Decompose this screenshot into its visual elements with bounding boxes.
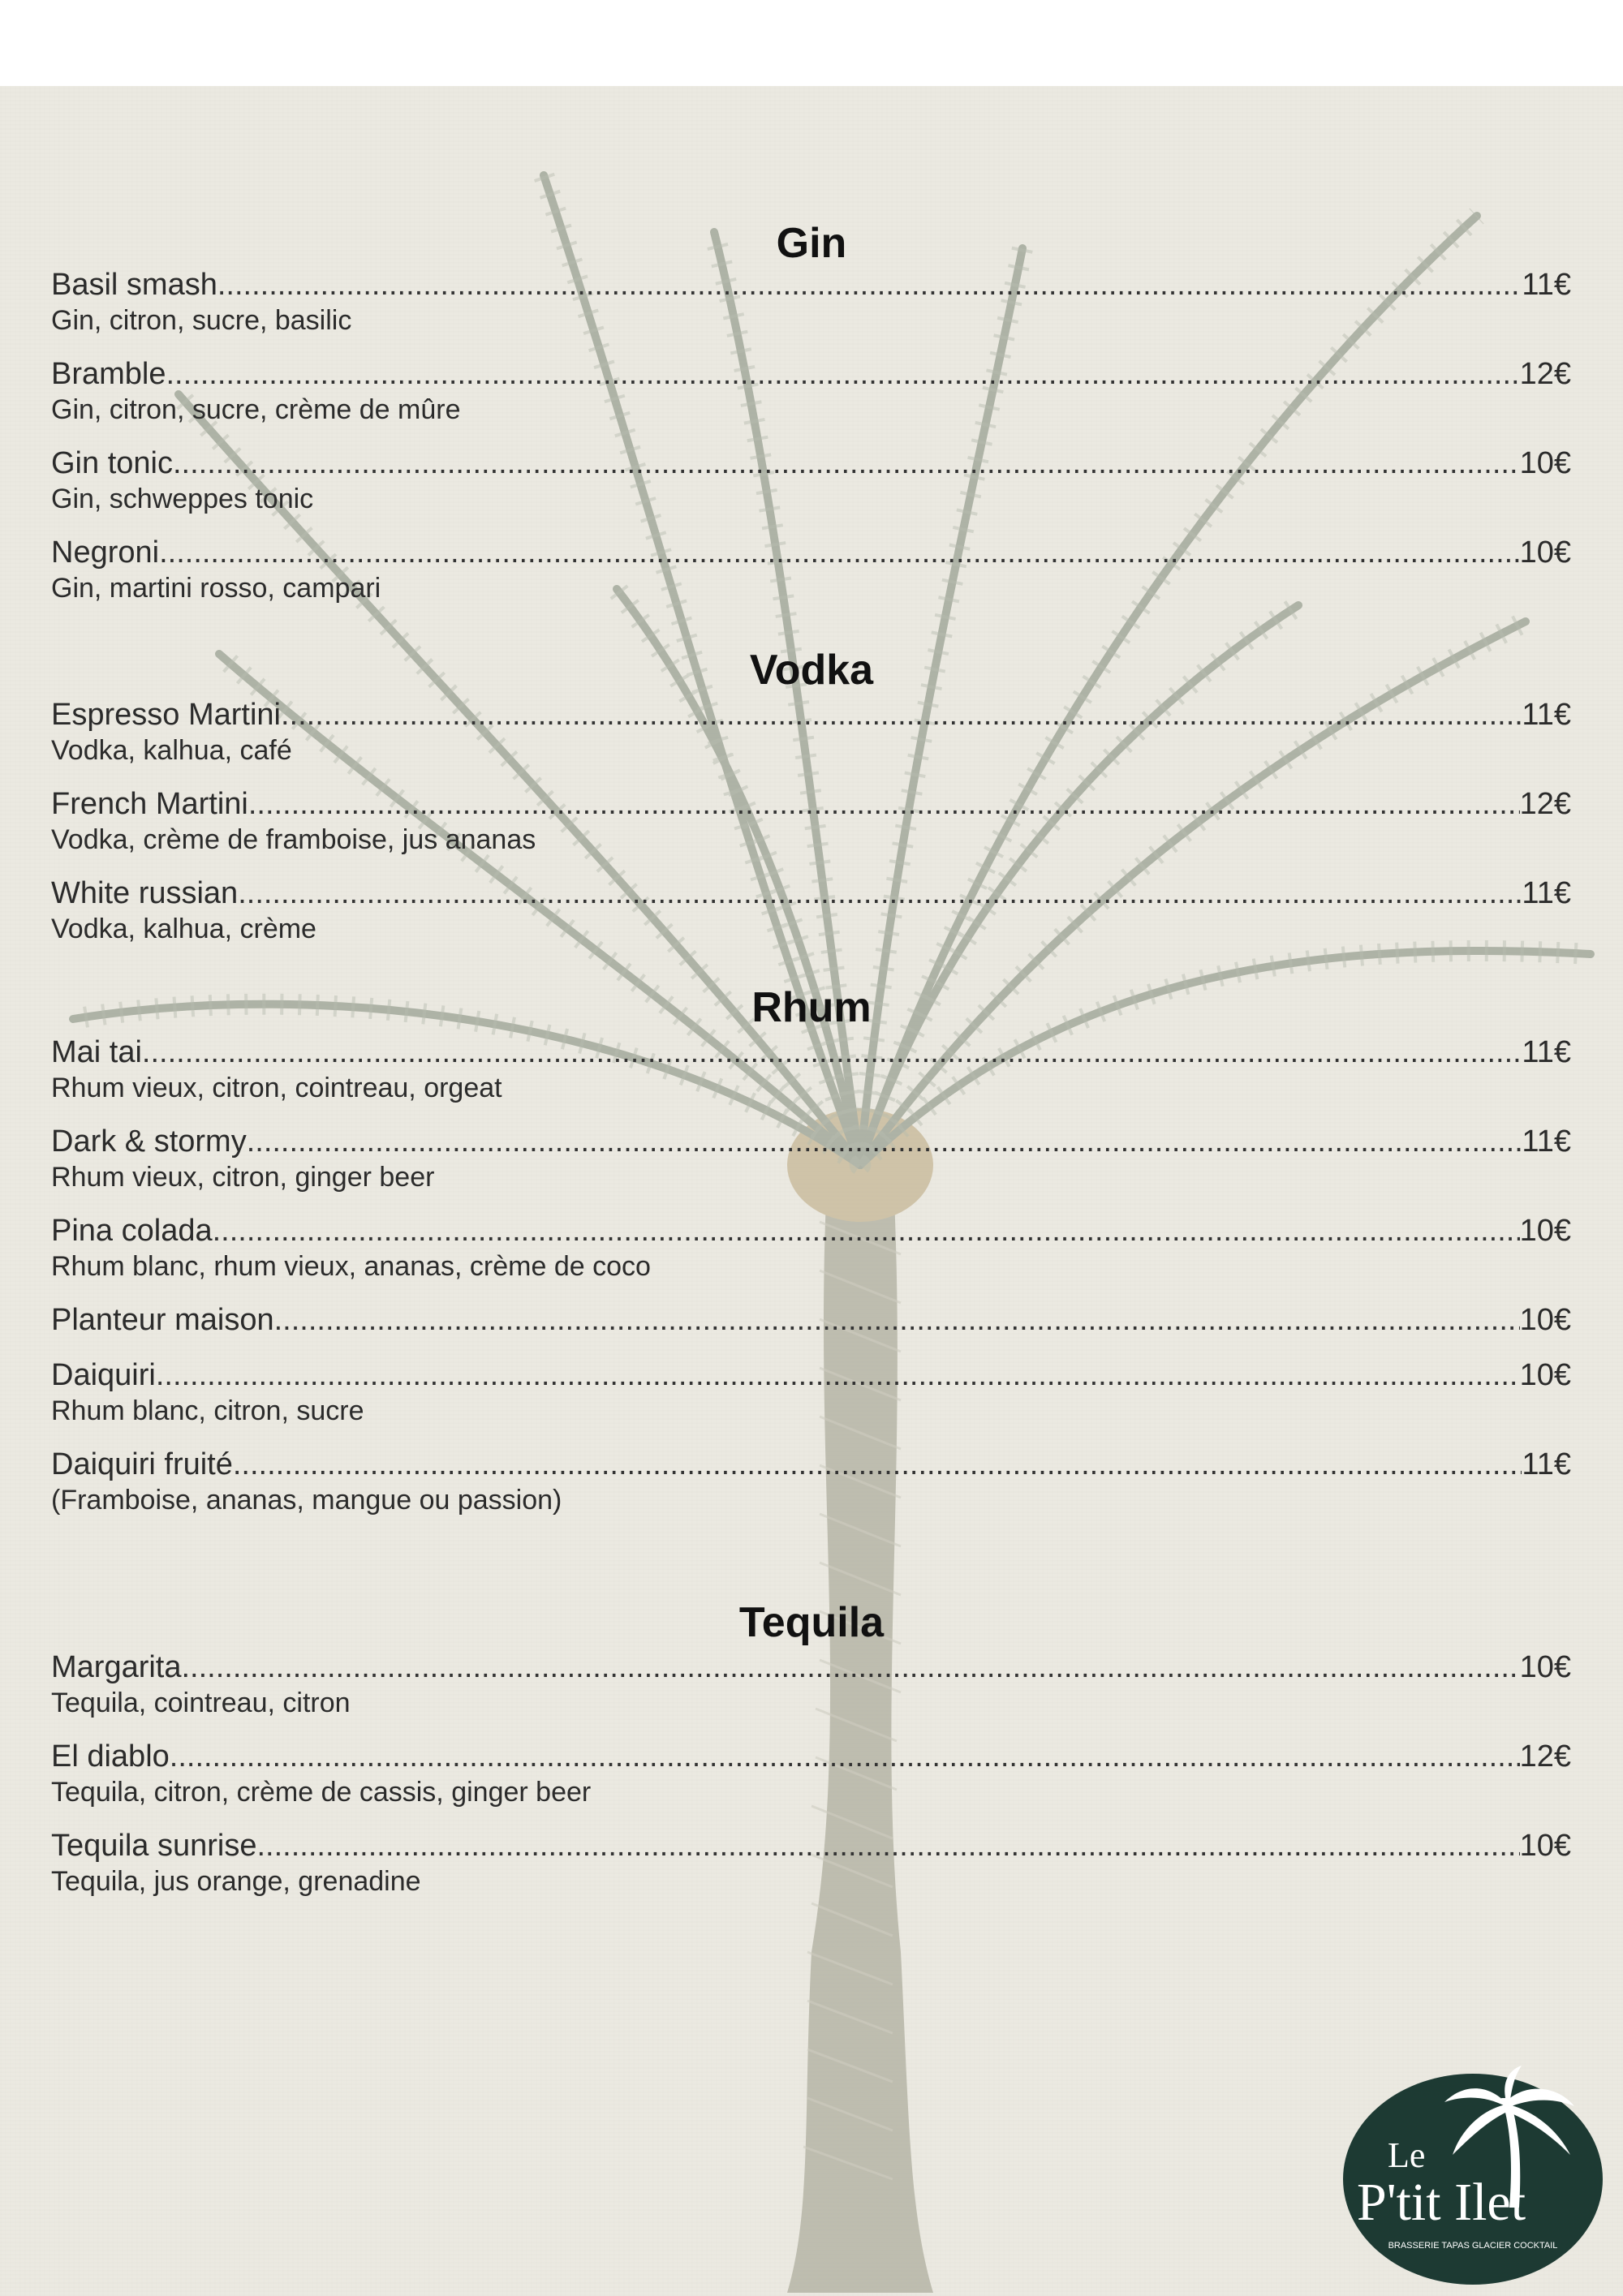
item-price: 11€ bbox=[1522, 876, 1571, 910]
leader-dots bbox=[247, 1123, 1522, 1160]
item-name: Espresso Martini bbox=[51, 698, 281, 732]
item-description: Gin, citron, sucre, crème de mûre bbox=[51, 394, 461, 425]
item-name: Pina colada bbox=[51, 1214, 213, 1248]
menu-item bbox=[51, 1357, 1571, 1428]
item-description: Vodka, kalhua, crème bbox=[51, 914, 316, 944]
logo-text-name: P'tit Ilet bbox=[1357, 2173, 1526, 2232]
item-price: 11€ bbox=[1522, 1124, 1571, 1159]
menu-item bbox=[51, 355, 1571, 427]
menu-item bbox=[51, 875, 1571, 946]
menu-item bbox=[51, 445, 1571, 516]
item-description: Gin, schweppes tonic bbox=[51, 484, 314, 514]
section-title-gin: Gin bbox=[776, 220, 847, 267]
item-name: Dark & stormy bbox=[51, 1124, 247, 1159]
item-description: Vodka, crème de framboise, jus ananas bbox=[51, 824, 536, 855]
brand-logo bbox=[1339, 2066, 1607, 2285]
item-name: Daiquiri fruité bbox=[51, 1447, 233, 1481]
logo-text-le: Le bbox=[1388, 2135, 1426, 2175]
item-price: 12€ bbox=[1519, 1739, 1571, 1774]
item-description: (Framboise, ananas, mangue ou passion) bbox=[51, 1485, 562, 1516]
item-price: 12€ bbox=[1519, 787, 1571, 821]
leader-dots bbox=[213, 1212, 1520, 1249]
item-name: Daiquiri bbox=[51, 1358, 156, 1392]
item-price: 10€ bbox=[1519, 446, 1571, 480]
leader-dots bbox=[281, 696, 1522, 733]
item-description: Rhum blanc, citron, sucre bbox=[51, 1395, 364, 1426]
item-name: Margarita bbox=[51, 1650, 182, 1684]
item-price: 12€ bbox=[1519, 357, 1571, 391]
leader-dots bbox=[217, 266, 1522, 303]
leader-dots bbox=[166, 355, 1520, 393]
item-name: Gin tonic. bbox=[51, 446, 182, 480]
item-price: 11€ bbox=[1522, 268, 1571, 302]
item-price: 10€ bbox=[1519, 1303, 1571, 1337]
leader-dots bbox=[274, 1301, 1520, 1339]
item-price: 10€ bbox=[1519, 1214, 1571, 1248]
menu-page bbox=[0, 86, 1623, 2296]
menu-item bbox=[51, 1301, 1571, 1339]
leader-dots bbox=[248, 785, 1520, 823]
item-price: 10€ bbox=[1519, 1829, 1571, 1863]
leader-dots bbox=[156, 1357, 1520, 1394]
item-description: Rhum blanc, rhum vieux, ananas, crème de coco bbox=[51, 1251, 651, 1282]
item-name: Negroni. bbox=[51, 535, 168, 570]
menu-item bbox=[51, 785, 1571, 857]
menu-item bbox=[51, 1212, 1571, 1283]
menu-item bbox=[51, 266, 1571, 338]
item-description: Gin, citron, sucre, basilic bbox=[51, 305, 352, 336]
item-price: 10€ bbox=[1519, 1650, 1571, 1684]
leader-dots bbox=[256, 1827, 1519, 1864]
item-description: Tequila, citron, crème de cassis, ginger beer bbox=[51, 1777, 592, 1808]
section-title-vodka: Vodka bbox=[749, 647, 874, 694]
item-price: 11€ bbox=[1522, 1035, 1571, 1069]
menu-item bbox=[51, 534, 1571, 605]
leader-dots bbox=[168, 534, 1520, 571]
menu-item bbox=[51, 1034, 1571, 1105]
item-description: Rhum vieux, citron, cointreau, orgeat bbox=[51, 1073, 502, 1103]
menu-item bbox=[51, 1123, 1571, 1194]
item-name: Mai tai bbox=[51, 1035, 142, 1069]
item-name: Planteur maison bbox=[51, 1303, 274, 1337]
item-price: 10€ bbox=[1519, 535, 1571, 570]
menu-item bbox=[51, 1446, 1571, 1517]
menu-item bbox=[51, 1738, 1571, 1809]
item-description: Tequila, jus orange, grenadine bbox=[51, 1866, 421, 1897]
menu-item bbox=[51, 1649, 1571, 1720]
item-name: Basil smash bbox=[51, 268, 217, 302]
item-description: Rhum vieux, citron, ginger beer bbox=[51, 1162, 435, 1193]
leader-dots bbox=[233, 1446, 1522, 1483]
item-price: 11€ bbox=[1522, 1447, 1571, 1481]
leader-dots bbox=[182, 1649, 1520, 1686]
section-title-rhum: Rhum bbox=[751, 984, 872, 1031]
leader-dots bbox=[182, 445, 1520, 482]
item-description: Gin, martini rosso, campari bbox=[51, 573, 381, 604]
section-title-tequila: Tequila bbox=[738, 1599, 885, 1646]
leader-dots bbox=[238, 875, 1522, 912]
leader-dots bbox=[142, 1034, 1522, 1071]
leader-dots bbox=[170, 1738, 1520, 1775]
menu-item bbox=[51, 696, 1571, 767]
menu-item bbox=[51, 1827, 1571, 1898]
item-description: Tequila, cointreau, citron bbox=[51, 1688, 351, 1718]
item-description: Vodka, kalhua, café bbox=[51, 735, 292, 766]
item-name: French Martini bbox=[51, 787, 248, 821]
logo-tagline: BRASSERIE TAPAS GLACIER COCKTAIL bbox=[1388, 2241, 1558, 2251]
item-name: El diablo bbox=[51, 1739, 170, 1774]
item-name: Bramble bbox=[51, 357, 166, 391]
item-price: 11€ bbox=[1522, 698, 1571, 732]
item-price: 10€ bbox=[1519, 1358, 1571, 1392]
item-name: White russian bbox=[51, 876, 239, 910]
item-name: Tequila sunrise bbox=[51, 1829, 257, 1863]
menu-content bbox=[0, 86, 1623, 2296]
